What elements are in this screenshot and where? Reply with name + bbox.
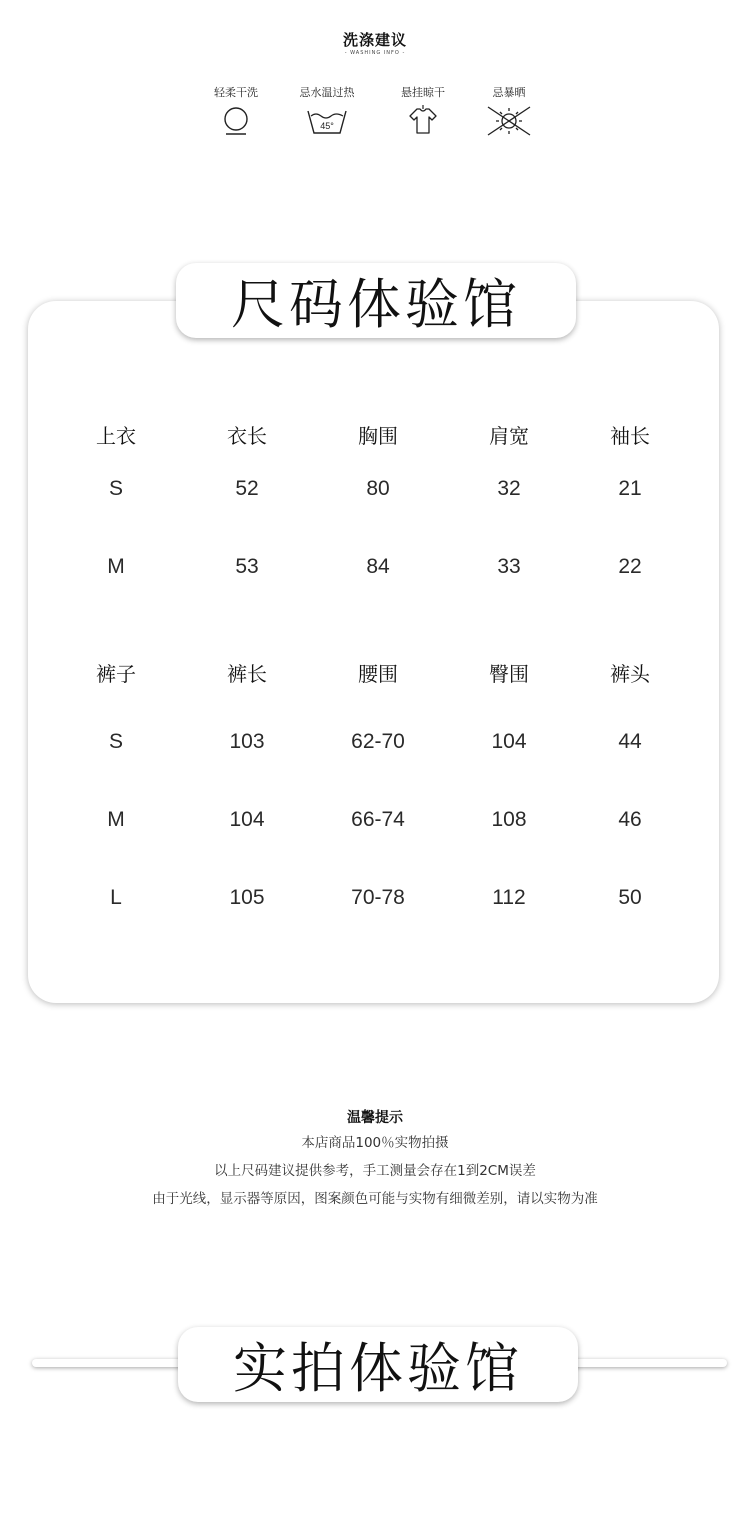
wash-item-no-sun: [469, 85, 549, 137]
table-cell: 105: [229, 886, 265, 909]
table-cell: 66-74: [351, 808, 405, 831]
table-row: [0, 552, 750, 582]
notes-line: 本店商品100％实物拍摄: [301, 1135, 449, 1151]
header-cell: 裤子: [96, 662, 136, 686]
table-cell: 46: [618, 808, 642, 831]
table-header-row: [0, 421, 750, 451]
table-cell: 33: [497, 555, 521, 578]
no-sun-icon: [486, 105, 532, 137]
table-cell: 44: [618, 730, 642, 753]
header-cell: 裤长: [227, 662, 267, 686]
wash-item-wash-temp: [287, 85, 367, 137]
table-row: [0, 883, 750, 913]
notes-block: [0, 1107, 750, 1213]
size-section-title: 尺码体验馆: [176, 263, 576, 338]
wash-item-dry-clean: [196, 85, 276, 137]
wash-item-label: 忌暴晒: [492, 86, 526, 99]
table-cell: 50: [618, 886, 642, 909]
washing-subtitle: - WASHING INFO -: [344, 50, 406, 56]
header-cell: 肩宽: [489, 424, 529, 448]
notes-line: 由于光线，显示器等原因，图案颜色可能与实物有细微差别，请以实物为准: [152, 1191, 598, 1207]
table-cell: 21: [618, 477, 642, 500]
dry-clean-icon: [219, 105, 253, 137]
table-cell: M: [107, 808, 125, 831]
header-cell: 上衣: [96, 424, 136, 448]
table-cell: 104: [229, 808, 265, 831]
table-cell: 52: [235, 477, 259, 500]
table-cell: 112: [492, 886, 526, 909]
table-row: [0, 727, 750, 757]
header-cell: 衣长: [227, 424, 267, 448]
table-cell: 104: [491, 730, 527, 753]
table-cell: 62-70: [351, 730, 405, 753]
header-cell: 腰围: [358, 662, 398, 686]
table-cell: S: [108, 730, 123, 753]
table-cell: S: [108, 477, 123, 500]
notes-title: 温馨提示: [347, 1110, 403, 1126]
wash-item-label: 忌水温过热: [299, 86, 355, 99]
wash-item-hang-dry: [383, 85, 463, 137]
table-cell: 108: [491, 808, 527, 831]
table-cell: M: [107, 555, 125, 578]
table-cell: 32: [497, 477, 521, 500]
header-cell: 袖长: [610, 424, 650, 448]
table-cell: 22: [618, 555, 642, 578]
notes-line: 以上尺码建议提供参考，手工测量会存在1到2CM误差: [214, 1163, 536, 1179]
header-cell: 裤头: [610, 662, 650, 686]
header-cell: 臀围: [489, 662, 529, 686]
table-cell: 103: [229, 730, 265, 753]
table-row: [0, 805, 750, 835]
table-cell: 80: [366, 477, 390, 500]
wash-temp-text: 45°: [320, 121, 334, 131]
table-cell: L: [110, 886, 122, 909]
header-cell: 胸围: [358, 424, 398, 448]
wash-45-icon: [305, 105, 349, 137]
table-cell: 70-78: [351, 886, 405, 909]
wash-item-label: 轻柔干洗: [214, 86, 258, 99]
photo-section-title: 实拍体验馆: [178, 1327, 578, 1402]
table-row: [0, 474, 750, 504]
table-header-row: [0, 659, 750, 689]
wash-item-label: 悬挂晾干: [401, 86, 445, 99]
washing-icons-row: [0, 85, 750, 145]
washing-title: 洗涤建议: [342, 31, 407, 49]
hang-dry-icon: [406, 105, 440, 137]
table-cell: 84: [366, 555, 390, 578]
table-cell: 53: [235, 555, 259, 578]
